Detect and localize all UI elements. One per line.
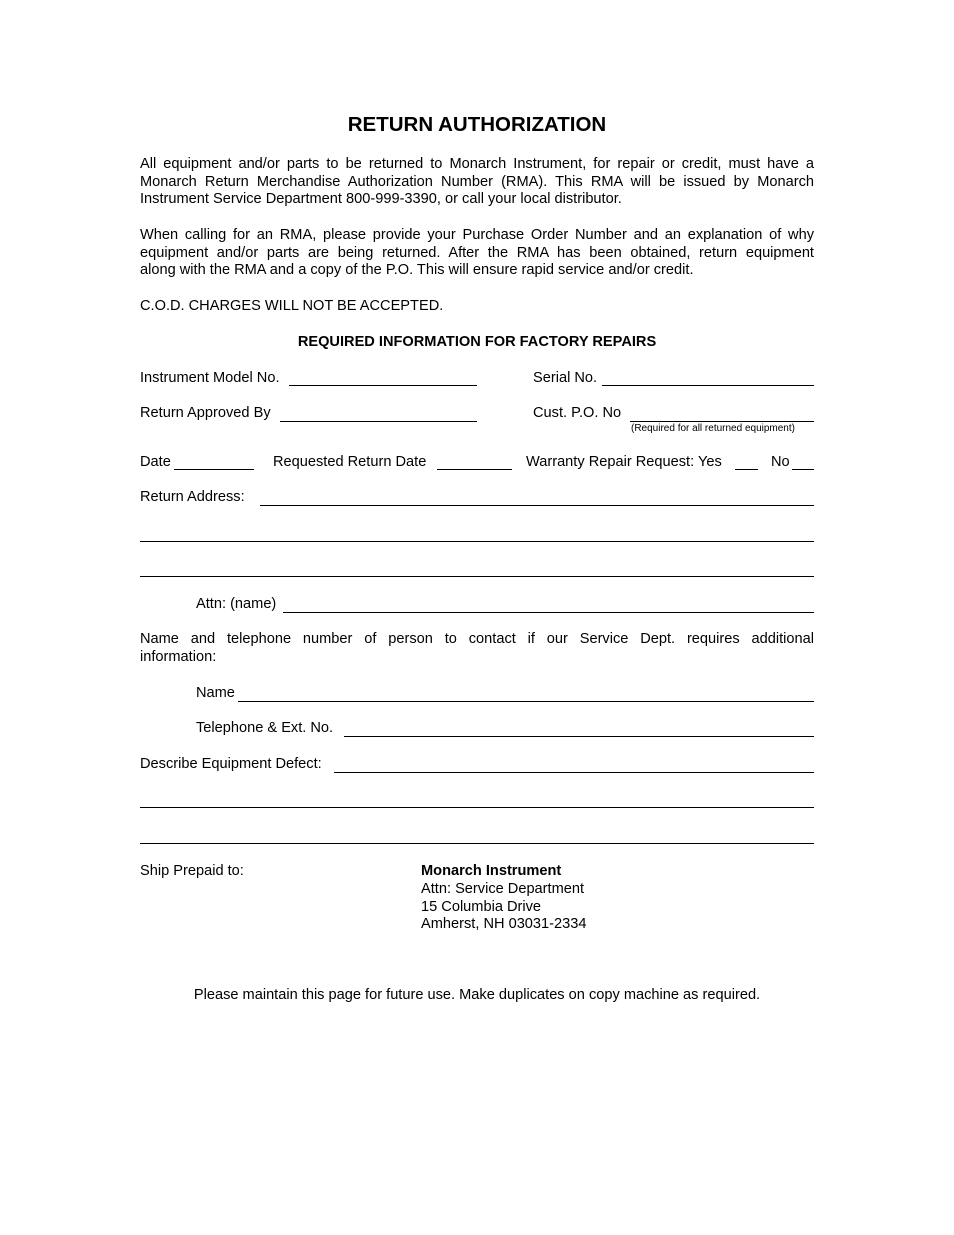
date-label: Date xyxy=(140,454,171,470)
shipping-attn: Attn: Service Department xyxy=(421,880,585,897)
attn-name-field[interactable] xyxy=(283,612,814,613)
intro-paragraph-1 xyxy=(140,156,814,209)
warranty-request-label: Warranty Repair Request: Yes xyxy=(526,454,722,470)
describe-defect-line-1[interactable] xyxy=(334,772,814,773)
page-title: RETURN AUTHORIZATION xyxy=(347,113,607,136)
instrument-model-field[interactable] xyxy=(289,385,477,386)
requested-return-date-field[interactable] xyxy=(437,469,512,470)
intro-line: Monarch Return Merchandise Authorization Number (RMA). This RMA will be issued by Monarch xyxy=(140,173,814,190)
serial-no-field[interactable] xyxy=(602,385,814,386)
section-heading: REQUIRED INFORMATION FOR FACTORY REPAIRS xyxy=(297,334,657,350)
warranty-no-label: No xyxy=(771,454,790,470)
instrument-model-label: Instrument Model No. xyxy=(140,370,280,386)
intro-line: All equipment and/or parts to be returned to Monarch Instrument, for repair or credit, must have a xyxy=(140,156,814,172)
intro-paragraph-2 xyxy=(140,227,814,280)
serial-no-label: Serial No. xyxy=(533,370,598,386)
return-approved-by-field[interactable] xyxy=(280,421,477,422)
contact-name-field[interactable] xyxy=(238,701,814,702)
telephone-field[interactable] xyxy=(344,736,814,737)
telephone-label: Telephone & Ext. No. xyxy=(196,720,334,736)
return-address-line-1[interactable] xyxy=(260,505,814,506)
contact-name-label: Name xyxy=(196,685,235,701)
return-approved-by-label: Return Approved By xyxy=(140,405,271,421)
shipping-company: Monarch Instrument xyxy=(421,863,562,879)
return-address-label: Return Address: xyxy=(140,489,245,505)
contact-intro xyxy=(140,631,814,666)
shipping-address xyxy=(421,863,586,934)
intro-line: When calling for an RMA, please provide your Purchase Order Number and an explanation of why xyxy=(140,227,814,243)
date-field[interactable] xyxy=(174,469,254,470)
warranty-no-field[interactable] xyxy=(792,469,814,470)
intro-line: Instrument Service Department 800-999-3390, or call your local distributor. xyxy=(140,191,622,208)
return-address-line-2[interactable] xyxy=(140,541,814,542)
intro-line: equipment and/or parts are being returned. After the RMA has been obtained, return equipment xyxy=(140,244,814,261)
cust-po-field[interactable] xyxy=(630,421,814,422)
requested-return-date-label: Requested Return Date xyxy=(273,454,427,470)
cust-po-label: Cust. P.O. No xyxy=(533,405,622,421)
attn-name-label: Attn: (name) xyxy=(196,596,277,612)
shipping-city: Amherst, NH 03031-2334 xyxy=(421,916,587,933)
describe-defect-line-3[interactable] xyxy=(140,843,814,844)
cust-po-note: (Required for all returned equipment) xyxy=(631,423,795,434)
warranty-yes-field[interactable] xyxy=(735,469,758,470)
footer-note: Please maintain this page for future use. Make duplicates on copy machine as required. xyxy=(193,987,761,1003)
shipping-street: 15 Columbia Drive xyxy=(421,898,542,915)
contact-intro-line: information: xyxy=(140,648,217,665)
contact-intro-line: Name and telephone number of person to contact if our Service Dept. requires additional xyxy=(140,631,814,647)
describe-defect-label: Describe Equipment Defect: xyxy=(140,756,322,772)
intro-line: along with the RMA and a copy of the P.O. This will ensure rapid service and/or credit. xyxy=(140,262,694,279)
cod-notice: C.O.D. CHARGES WILL NOT BE ACCEPTED. xyxy=(140,298,444,314)
ship-prepaid-label: Ship Prepaid to: xyxy=(140,863,244,879)
describe-defect-line-2[interactable] xyxy=(140,807,814,808)
return-address-line-3[interactable] xyxy=(140,576,814,577)
